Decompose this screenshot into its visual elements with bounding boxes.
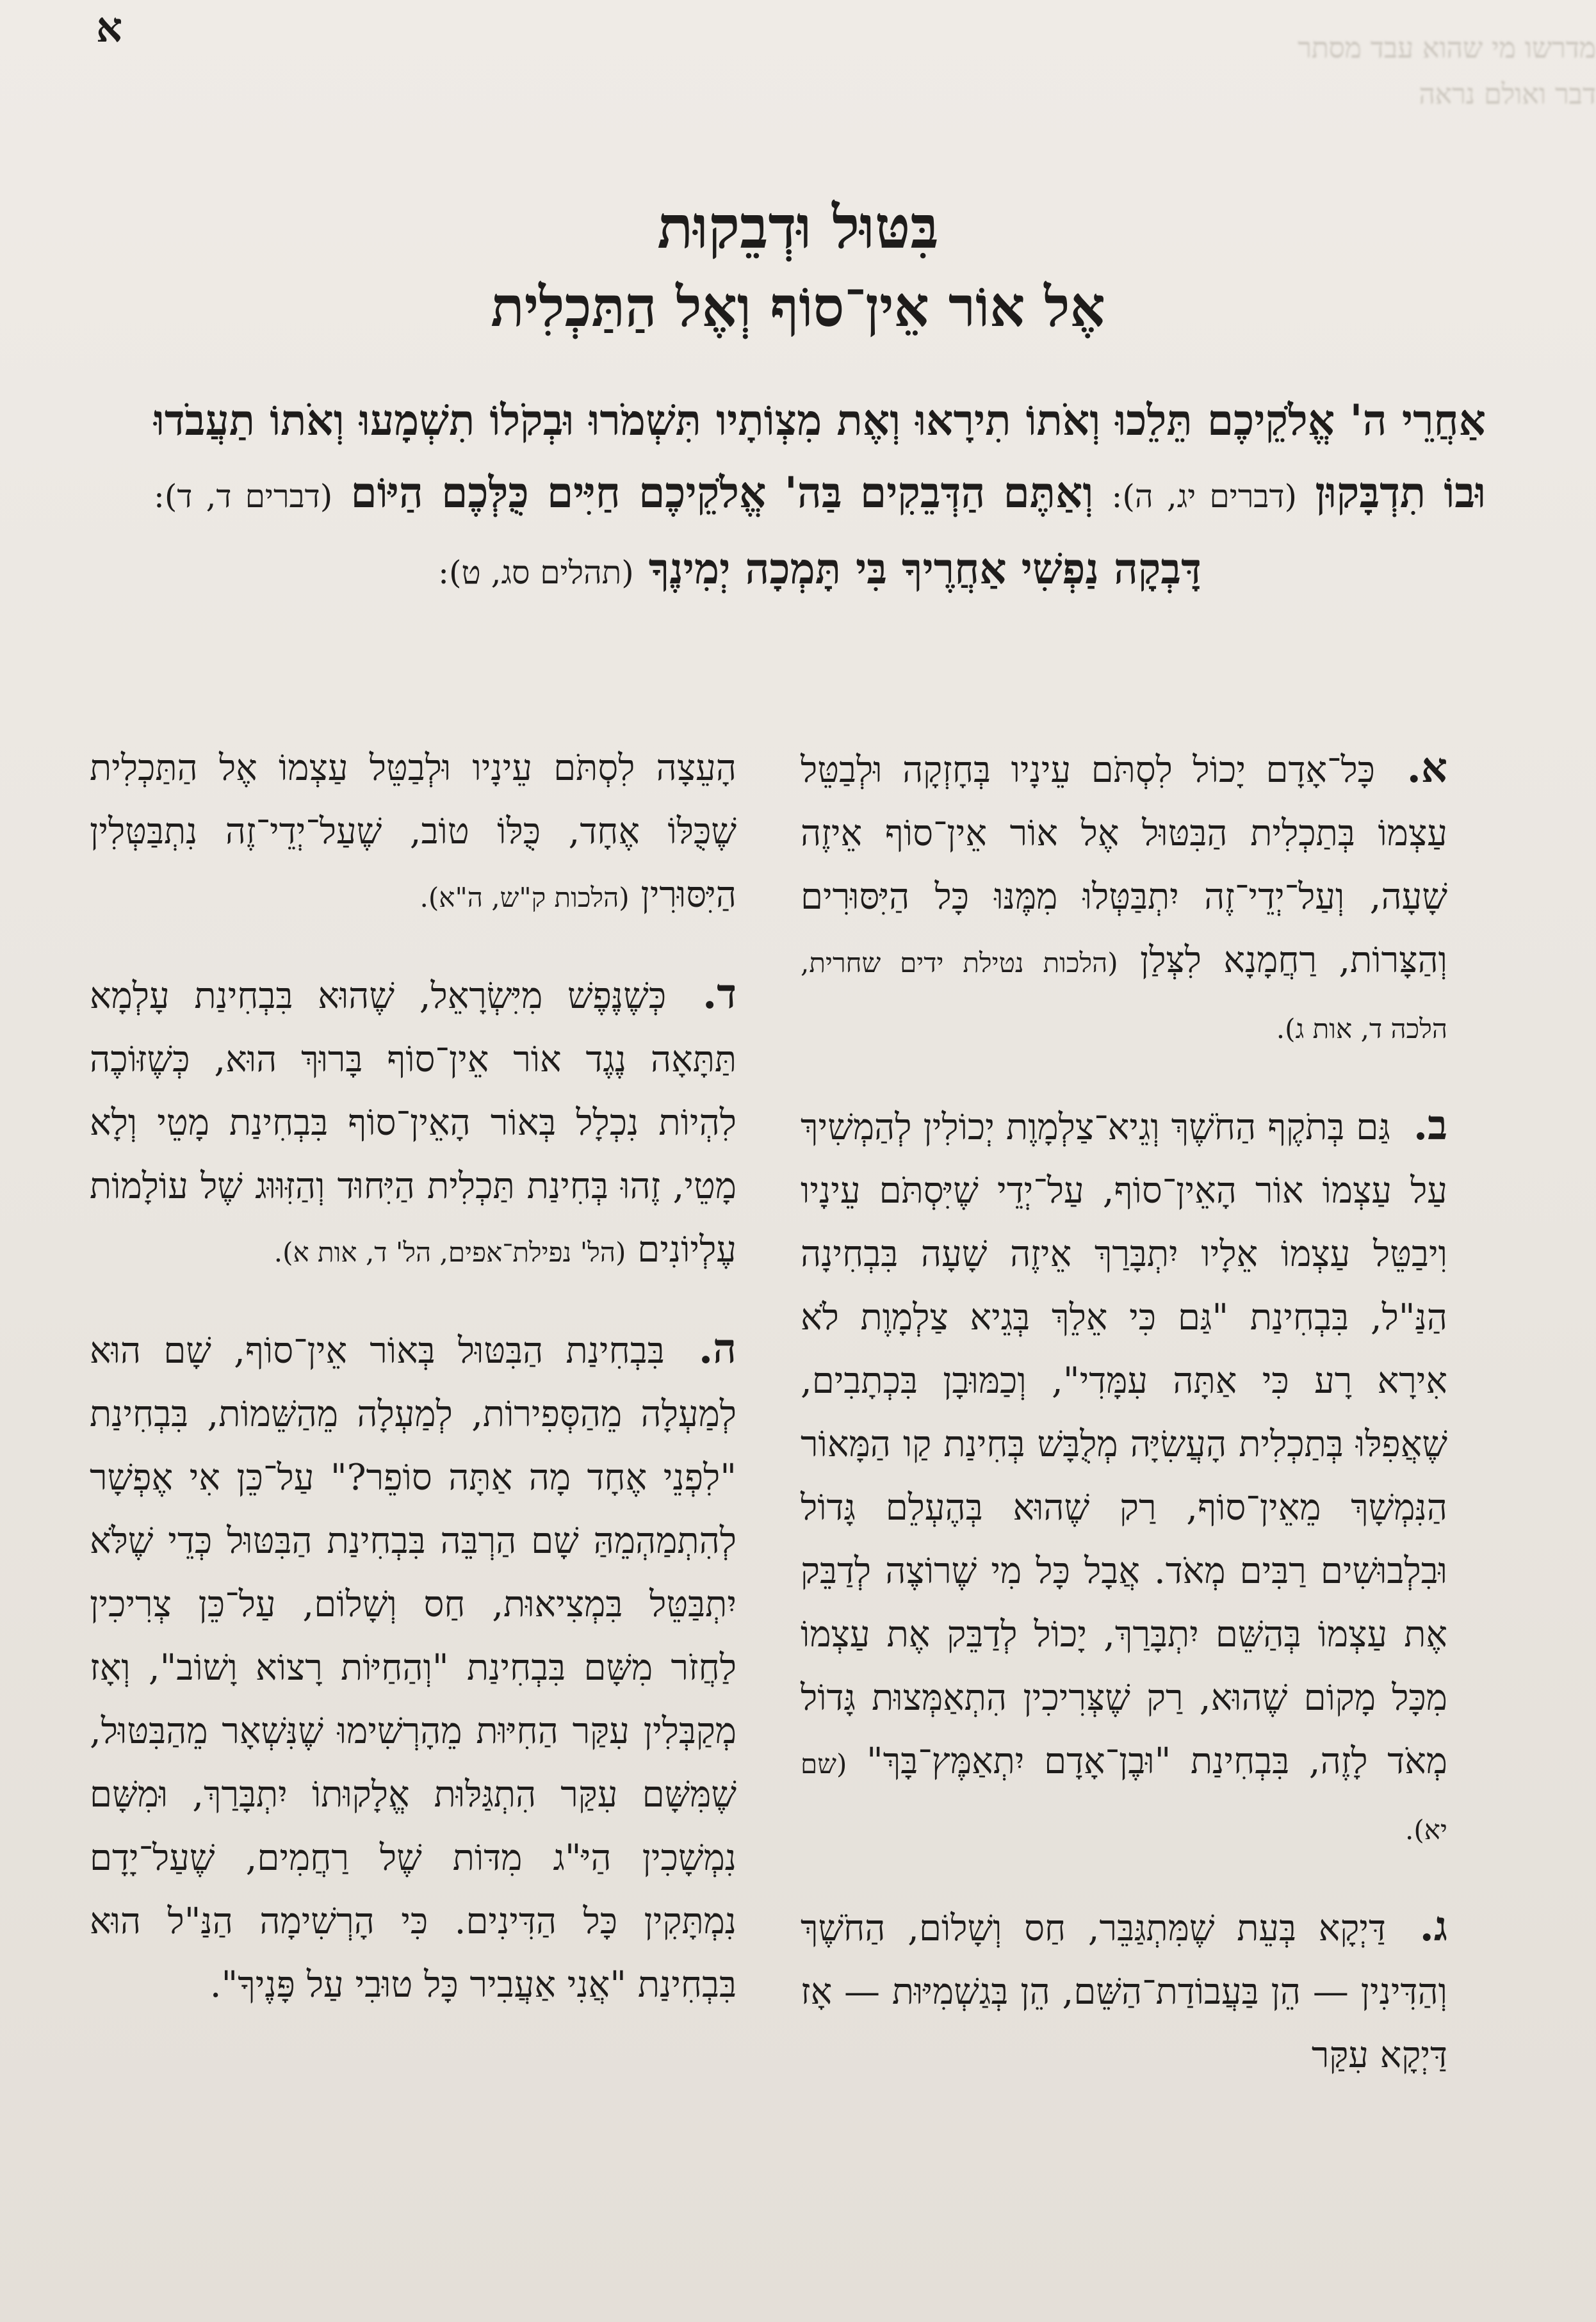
paragraph-marker: ב.	[1413, 1101, 1447, 1149]
paragraph-dalet	[90, 962, 737, 1284]
paragraph-heh	[90, 1317, 737, 2017]
verse-3: דָּבְקָה נַפְשִׁי אַחֲרֶיךָ בִּי תָּמְכָה יְמִינֶךָ	[648, 544, 1201, 594]
paragraph-continuation	[90, 736, 737, 929]
paragraph-text: גַּם בְּתֹקֶף הַחֹשֶׁךְ וְגֵיא־צַלְמָוֶת יְכוֹלִין לְהַמְשִׁיךְ עַל עַצְמוֹ אוֹר הָאֵין־סוֹף, עַל־יְדֵי שֶׁיִּסְתֹּם עֵינָיו וִיבַטֵּל עַצְמוֹ אֵלָיו יִתְבָּרַךְ אֵיזֶה שָׁעָה בִּבְחִינָה הַנַּ"ל, בִּבְחִינַת "גַּם כִּי אֵלֵךְ בְּגֵיא צַלְמָוֶת לֹא אִירָא רָע כִּי אַתָּה עִמָּדִי", וְכַמּוּבָן בִּכְתָבִים, שֶׁאֲפִלּוּ בְּתַכְלִית הָעֲשִׂיָּה מְלֻבָּשׁ בְּחִינַת קַו הַמָּאוֹר הַנִּמְשָׁךְ מֵאֵין־סוֹף, רַק שֶׁהוּא בְּהֶעְלֵם גָּדוֹל וּבִלְבוּשִׁים רַבִּים מְאֹד. אֲבָל כָּל מִי שֶׁרוֹצֶה לְדַבֵּק אֶת עַצְמוֹ בְּהַשֵּׁם יִתְבָּרַךְ, יָכוֹל לְדַבֵּק אֶת עַצְמוֹ מִכָּל מָקוֹם שֶׁהוּא, רַק שֶׁצְּרִיכִין הִתְאַמְּצוּת גָּדוֹל מְאֹד לָזֶה, בִּבְחִינַת "וּבֶן־אָדָם יִתְאַמֶּץ־בָּךְ"	[801, 1107, 1447, 1782]
intro-verses	[154, 384, 1486, 609]
paragraph-marker: ד.	[702, 970, 737, 1018]
paragraph-text: כָּל־אָדָם יָכוֹל לִסְתֹּם עֵינָיו בְּחָזְקָה וּלְבַטֵּל עַצְמוֹ בְּתַכְלִית הַבִּטּוּל אֶל אוֹר אֵין־סוֹף אֵיזֶה שָׁעָה, וְעַל־יְדֵי־זֶה יִתְבַּטְּלוּ מִמֶּנּוּ כָּל הַיִּסּוּרִים וְהַצָּרוֹת, רַחֲמָנָא לִצְּלַן	[801, 749, 1447, 981]
paragraph-bet	[801, 1094, 1447, 1862]
page-letter: א	[96, 4, 123, 52]
paragraph-source: (הל' נפילת־אפים, הל' ד, אות א).	[273, 1237, 626, 1268]
verse-2: וְאַתֶּם הַדְּבֵקִים בַּה' אֱלֹקֵיכֶם חַיִּים כֻּלְּכֶם הַיּוֹם	[350, 467, 1094, 517]
chapter-header	[0, 186, 1596, 346]
paragraph-marker: ה.	[698, 1325, 737, 1373]
paragraph-aleph	[801, 736, 1447, 1060]
verse-3-source: (תהלים סג, ט):	[438, 554, 634, 591]
paragraph-text: דַּיְקָא בְּעֵת שֶׁמִּתְגַּבֵּר, חַס וְשָׁלוֹם, הַחֹשֶׁךְ וְהַדִּינִין — הֵן בַּעֲבוֹדַת־הַשֵּׁם, הֵן בְּגַשְׁמִיּוּת — אָז דַּיְקָא עִקַּר	[801, 1908, 1447, 2076]
paragraph-source: (הלכות ק"ש, ה"א).	[419, 882, 630, 913]
chapter-subtitle: אֶל אוֹר אֵין־סוֹף וְאֶל הַתַּכְלִית	[491, 275, 1105, 339]
paragraph-text: כְּשֶׁנֶּפֶשׁ מִיִּשְׂרָאֵל, שֶׁהוּא בִּבְחִינַת עָלְמָא תַּתָּאָה נֶגֶד אוֹר אֵין־סוֹף בָּרוּךְ הוּא, כְּשֶׁזּוֹכֶה לִהְיוֹת נִכְלָל בְּאוֹר הָאֵין־סוֹף בִּבְחִינַת מָטֵי וְלָא מָטֵי, זֶהוּ בְּחִינַת תַּכְלִית הַיִּחוּד וְהַזִּוּוּג שֶׁל עוֹלָמוֹת עֶלְיוֹנִים	[90, 975, 737, 1271]
chapter-title: בִּטּוּל וּדְבֵקוּת	[657, 193, 939, 262]
paragraph-text: הָעֵצָה לִסְתֹּם עֵינָיו וּלְבַטֵּל עַצְמוֹ אֶל הַתַּכְלִית שֶׁכֻּלּוֹ אֶחָד, כֻּלּוֹ טוֹב, שֶׁעַל־יְדֵי־זֶה נִתְבַּטְּלִין הַיִּסּוּרִין	[90, 747, 737, 916]
paragraph-marker: א.	[1406, 744, 1447, 792]
verse-1: אַחֲרֵי ה' אֱלֹקֵיכֶם תֵּלֵכוּ וְאֹתוֹ תִירָאוּ וְאֶת מִצְוֹתָיו תִּשְׁמֹרוּ וּבְקֹלוֹ תִשְׁמָעוּ וְאֹתוֹ תַעֲבֹדוּ וּבוֹ תִדְבָּקוּן	[154, 395, 1486, 517]
paragraph-source: (שם יא).	[801, 1748, 1447, 1846]
bleed-through-text	[1096, 26, 1596, 166]
paragraph-text: בִּבְחִינַת הַבִּטּוּל בְּאוֹר אֵין־סוֹף, שָׁם הוּא לְמַעְלָה מֵהַסְּפִירוֹת, לְמַעְלָה מֵהַשֵּׁמוֹת, בִּבְחִינַת "לִפְנֵי אֶחָד מָה אַתָּה סוֹפֵר?" עַל־כֵּן אִי אֶפְשָׁר לְהִתְמַהְמֵהַּ שָׁם הַרְבֵּה בִּבְחִינַת הַבִּטּוּל כְּדֵי שֶׁלֹּא יִתְבַּטֵּל בִּמְצִיאוּת, חַס וְשָׁלוֹם, עַל־כֵּן צְרִיכִין לַחֲזֹר מִשָּׁם בִּבְחִינַת "וְהַחַיּוֹת רָצוֹא וָשׁוֹב", וְאָז מְקַבְּלִין עִקַּר הַחִיּוּת מֵהָרְשִׁימוּ שֶׁנִּשְׁאָר מֵהַבִּטּוּל, שֶׁמִּשָּׁם עִקַּר הִתְגַּלּוּת אֱלָקוּתוֹ יִתְבָּרַךְ, וּמִשָּׁם נִמְשָׁכִין הַיּ"ג מִדּוֹת שֶׁל רַחֲמִים, שֶׁעַל־יָדָם נִמְתָּקִין כָּל הַדִּינִים. כִּי הָרְשִׁימָה הַנַּ"ל הוּא בִּבְחִינַת "אֲנִי אַעֲבִיר כָּל טוּבִי עַל פָּנֶיךָ".	[90, 1330, 737, 2006]
left-column	[90, 736, 737, 2050]
paragraph-source: (הלכות נטילת ידים שחרית, הלכה ד, אות ג).	[801, 947, 1447, 1044]
verse-1-source: (דברים יג, ה):	[1111, 478, 1298, 515]
right-column	[801, 736, 1447, 2120]
bleed-line-1: מדרשו מי שהוא עבד מסתר	[1298, 32, 1596, 65]
verse-2-source: (דברים ד, ד):	[154, 478, 333, 515]
paragraph-gimel	[801, 1895, 1447, 2087]
bleed-line-2: דבר ואולם נראה	[1419, 78, 1596, 111]
paragraph-marker: ג.	[1419, 1903, 1447, 1951]
